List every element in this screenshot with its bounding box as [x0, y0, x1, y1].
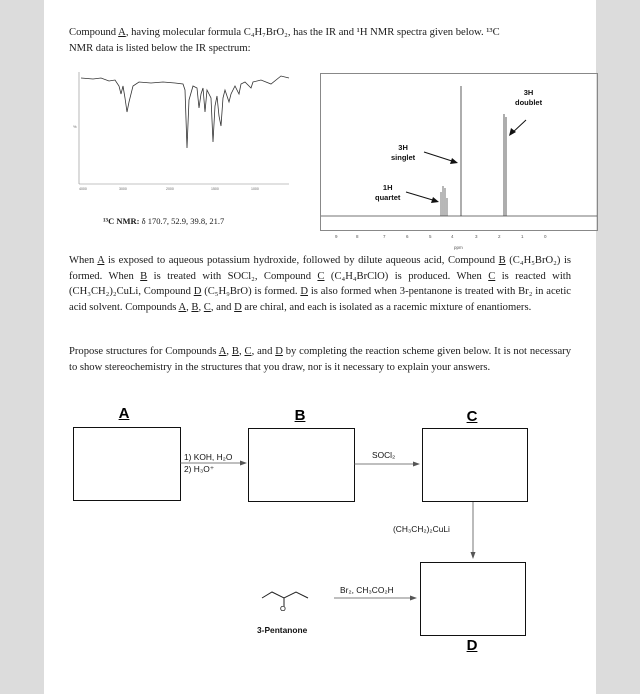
intro-compound-a: A	[118, 27, 126, 38]
label-compound-a: A	[118, 405, 130, 422]
annotation-3h-doublet: 3H doublet	[515, 88, 543, 107]
svg-text:1500: 1500	[211, 187, 219, 191]
intro-text-3: NMR data is listed below the IR spectrum:	[69, 42, 251, 54]
reaction-description: When A is exposed to aqueous potassium hydroxide, followed by dilute aqueous acid, Compound B (C₄H₅BrO₂) is formed. When B is treated with SOCl₂, Compound C (C₄H₄BrClO) is produced. When C is reacted with (CH₃CH₂)₂CuLi, Compound D (C₅H₉BrO) is formed. D is also formed when 3-pentanone is treated with Br₂ in acetic acid solvent. Compounds A, B, C, and D are chiral, and each is isolated as a racemic mixture of enantiomers.	[69, 255, 572, 314]
svg-text:2000: 2000	[166, 187, 174, 191]
instructions: Propose structures for Compounds A, B, C, and D by completing the reaction scheme given below. It is not necessary to show stereochemistry in the structures that you draw, nor is it necessary to explain your answers.	[69, 346, 571, 373]
c13-values: δ 170.7, 52.9, 39.8, 21.7	[141, 216, 225, 226]
label-compound-b: B	[294, 407, 306, 424]
annotation-1h-quartet: 1H quartet	[375, 183, 401, 202]
svg-text:4000: 4000	[79, 187, 87, 191]
reagent-br2: Br₂, CH₃CO₂H	[340, 585, 394, 595]
reagents-step1: 1) KOH, H₂O 2) H₃O⁺	[184, 452, 233, 474]
svg-text:1000: 1000	[251, 187, 259, 191]
document-page: Compound A, having molecular formula C₄H₇BrO₂, has the IR and ¹H NMR spectra given below. ¹³C NMR data is listed below the IR spectrum: % 4000 3000 2000 1500 1000 ¹³C NMR: δ 170.7, 52.9, 39.8, 21.7 3H doublet 3H singlet 1H quartet 9 8 7 6 5 4 3 2 1 0 ppm When A is exposed to aqueous potassium hydroxide, followed by dilute aqueous acid, Compound B (C₄H₅BrO₂) is formed. When B is treated with SOCl₂, Compound C (C₄H₄BrClO) is produced. When C is reacted with (CH₃CH₂)₂CuLi, Compound D (C₅H₉BrO) is formed. D is also formed when 3-pentanone is treated with Br₂ in acetic acid solvent. Compounds A, B, C, and D are chiral, and each is isolated as a racemic mixture of enantiomers. Propose structures for Compounds A, B, C, and D by completing the reaction scheme given below. It is not necessary to show stereochemistry in the structures that you draw, nor is it necessary to explain your answers. A B C D 1) KOH, H₂O 2) H₃O⁺ SOCl₂ (CH₃CH₂)₂CuLi Br₂, CH₃CO₂H O 3-Pentanone	[44, 0, 596, 694]
svg-text:3000: 3000	[119, 187, 127, 191]
scheme-arrows	[44, 0, 596, 694]
pentanone-structure	[262, 592, 308, 598]
ketone-oxygen: O	[280, 604, 286, 613]
svg-text:%: %	[73, 124, 77, 129]
annotation-3h-singlet: 3H singlet	[391, 143, 416, 162]
c13-label: ¹³C NMR:	[103, 216, 140, 226]
ppm-label: ppm	[454, 245, 463, 250]
label-compound-c: C	[466, 408, 478, 425]
label-compound-d: D	[466, 637, 478, 654]
intro-text-1: Compound	[69, 27, 119, 38]
intro-text-2: , having molecular formula C₄H₇BrO₂, has the IR and ¹H NMR spectra given below. ¹³C	[125, 27, 500, 38]
reagent-cuprate: (CH₃CH₂)₂CuLi	[393, 524, 450, 534]
start-material-label: 3-Pentanone	[257, 625, 308, 635]
reagent-socl2: SOCl₂	[372, 450, 396, 460]
